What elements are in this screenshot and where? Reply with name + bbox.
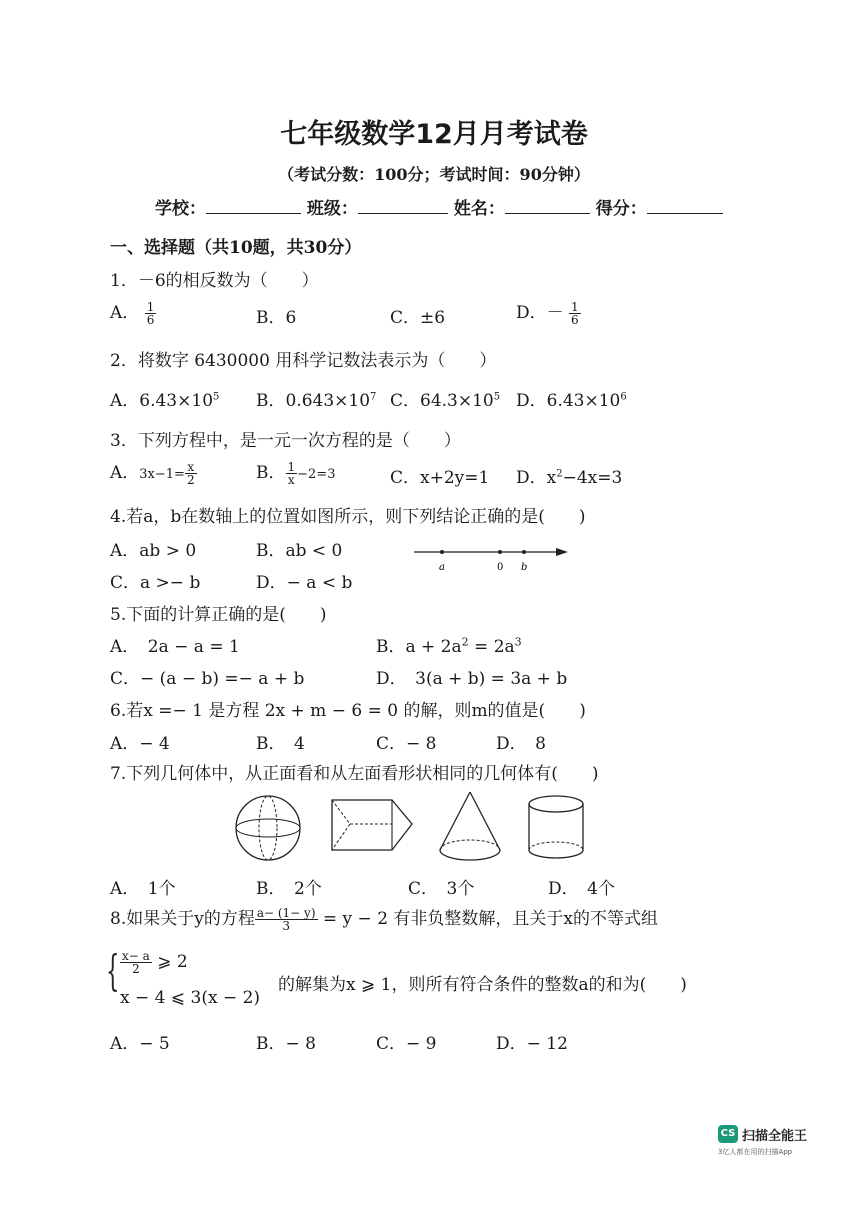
q3-d-exp: 2 [556,468,563,480]
q2-a-text: A．6.43×10 [110,391,214,411]
q3-option-b [256,458,335,486]
q3-b-num: 1 [287,460,296,474]
q2-option-b [256,386,376,411]
q3-d-text: D．x [516,468,557,488]
q7-option-c: C． 3个 [408,879,475,899]
scanner-app-name: 扫描全能王 [742,1129,808,1144]
q1-option-d [516,298,581,326]
point-zero [498,550,502,554]
camscanner-logo-icon: CS [718,1125,738,1143]
q8-stem-post: = y − 2 有非负整数解，且关于x的不等式组 [317,909,659,929]
label-b: b [521,562,528,573]
q8-sys1-post: ⩾ 2 [151,952,188,972]
solids-figure [228,788,598,868]
q1-d-label: D．－ [516,303,564,323]
q6-option-c: C．− 8 [376,734,437,754]
q1-d-num: 1 [571,300,579,314]
q1-a-fraction [145,301,157,326]
q8-sys1-fraction [120,950,152,975]
system-brace: { [106,946,120,995]
q5-b-text: B．a + 2a [376,637,462,657]
q8-stem-num: a− (1− y) [256,906,316,920]
point-b [522,550,526,554]
exam-subtitle: （考试分数：100分；考试时间：90分钟） [278,165,590,184]
question-5-stem: 5.下面的计算正确的是( ) [110,605,327,625]
q1-a-den: 6 [146,313,155,327]
q2-b-exp: 7 [370,391,377,403]
q1-a-label: A． [110,303,140,323]
q5-b-mid: = 2a [468,637,515,657]
pentagonal-prism-icon [332,800,412,850]
label-a: a [439,562,445,573]
q5-option-c: C．− (a − b) =− a + b [110,669,305,689]
q3-a-num: x [185,461,197,474]
number-line [410,540,570,574]
q2-option-c [390,386,500,411]
school-field[interactable] [206,199,301,214]
section-heading: 一、选择题（共10题，共30分） [110,238,362,258]
q4-option-a: A．ab > 0 [110,541,197,561]
question-4-stem: 4.若a，b在数轴上的位置如图所示，则下列结论正确的是( ) [110,507,586,527]
q2-d-exp: 6 [620,391,627,403]
label-zero: 0 [497,562,504,573]
cone-icon [440,792,500,860]
q2-d-text: D．6.43×10 [516,391,621,411]
question-3-stem: 3．下列方程中，是一元一次方程的是（ ） [110,431,461,451]
q5-option-b [376,632,522,657]
q3-d-post: −4x=3 [562,468,623,488]
q5-option-d: D． 3(a + b) = 3a + b [376,669,568,689]
q8-option-d: D．− 12 [496,1034,568,1054]
q8-option-b: B．− 8 [256,1034,316,1054]
q2-option-a [110,386,219,411]
q3-b-post: −2=3 [297,467,336,482]
q3-option-c: C．x+2y=1 [390,468,490,488]
q8-stem-pre: 8.如果关于y的方程 [110,909,255,929]
cylinder-icon [529,796,583,858]
point-a [440,550,444,554]
school-label: 学校： [155,199,206,219]
class-field[interactable] [358,199,448,214]
q8-system-line-1 [120,950,188,975]
q8-option-c: C．− 9 [376,1034,437,1054]
q3-b-fraction [286,461,298,486]
sphere-icon [236,796,300,860]
number-line-arrow [556,548,568,556]
name-field[interactable] [505,199,590,214]
q4-option-c: C．a >− b [110,573,201,593]
q3-a-fraction [185,461,197,486]
q3-option-d [516,463,622,488]
q7-option-a: A． 1个 [110,879,176,899]
q3-b-den: x [287,473,295,487]
q2-option-d [516,386,627,411]
q7-option-d: D． 4个 [548,879,615,899]
q2-a-exp: 5 [213,391,220,403]
q3-option-a [110,458,197,486]
question-7-stem: 7.下列几何体中，从正面看和从左面看形状相同的几何体有( ) [110,764,599,784]
q3-a-pre: 3x−1= [139,467,185,482]
name-label: 姓名： [453,199,505,219]
q3-a-den: 2 [186,473,195,487]
q1-option-a [110,298,156,326]
q8-stem-fraction [255,907,318,932]
q5-b-exp: 2 [461,635,469,649]
q4-option-b: B．ab < 0 [256,541,343,561]
q7-option-b: B． 2个 [256,879,322,899]
q8-system-line-2: x − 4 ⩽ 3(x − 2) [120,988,261,1008]
question-8-stem [110,904,658,932]
q1-option-b: B．6 [256,308,297,328]
question-2-stem: 2．将数字 6430000 用科学记数法表示为（ ） [110,351,497,371]
score-field[interactable] [647,199,723,214]
q8-option-a: A．− 5 [110,1034,170,1054]
question-6-stem: 6.若x =− 1 是方程 2x + m − 6 = 0 的解，则m的值是( ) [110,701,586,721]
scanner-tagline: 3亿人都在用的扫描App [718,1148,793,1156]
score-label: 得分： [595,199,647,219]
q4-option-d: D．− a < b [256,573,353,593]
q1-a-num: 1 [146,300,155,314]
question-1-stem: 1．－6的相反数为（ ） [110,271,319,291]
q8-stem-tail: 的解集为x ⩾ 1，则所有符合条件的整数a的和为( ) [278,975,687,995]
q5-b-exp2: 3 [514,635,522,649]
q3-a-label: A． [110,463,140,483]
q3-b-label: B． [256,463,286,483]
class-label: 班级： [306,199,358,219]
q2-c-exp: 5 [493,391,501,403]
q5-option-a: A． 2a − a = 1 [110,637,240,657]
q6-option-d: D． 8 [496,734,546,754]
q2-c-text: C．64.3×10 [390,391,494,411]
q1-option-c: C．±6 [390,308,446,328]
q6-option-a: A．− 4 [110,734,170,754]
q2-b-text: B．0.643×10 [256,391,371,411]
student-info-row [155,194,723,219]
q1-d-den: 6 [571,313,579,327]
q1-d-fraction [569,301,581,326]
page-title: 七年级数学12月月考试卷 [280,119,588,150]
q8-stem-den: 3 [282,919,290,933]
q6-option-b: B． 4 [256,734,305,754]
q8-sys1-num: x− a [122,949,150,963]
q8-sys1-den: 2 [132,962,140,976]
